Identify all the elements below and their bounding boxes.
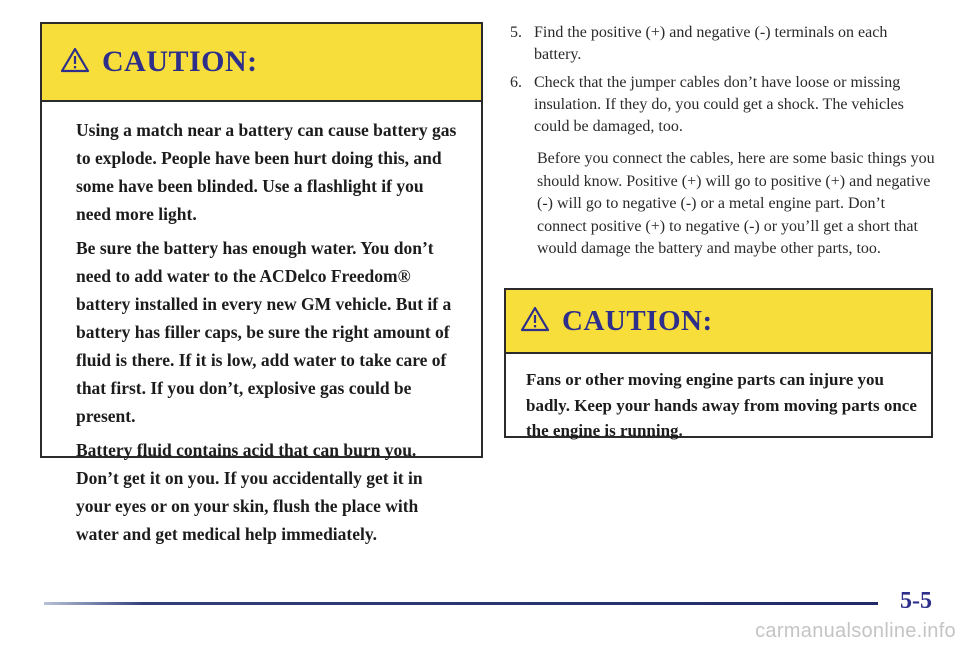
numbered-steps: [510, 22, 935, 144]
step-text: Find the positive (+) and negative (-) terminals on each battery.: [534, 24, 888, 63]
step-number: 5.: [510, 24, 522, 41]
caution-paragraph: Be sure the battery has enough water. You don’t need to add water to the ACDelco Freedom® battery installed in every new GM vehicle. But if a battery has filler caps, be sure the right amount of fluid is there. If it is low, add water to take care of that first. If you don’t, explosive gas could be present.: [76, 238, 452, 426]
body-paragraph: Before you connect the cables, here are some basic things you should know. Positive (+) will go to positive (+) and negative (-) will go to negative (-) or a metal engine part. Don’t connect positive (+) to negative (-) or you’ll get a short that would damage the battery and maybe other parts, too.: [537, 150, 935, 257]
caution-header: [506, 290, 931, 354]
caution-paragraph: Fans or other moving engine parts can injure you badly. Keep your hands away from moving parts once the engine is running.: [526, 370, 917, 440]
page-number: 5-5: [900, 588, 932, 614]
caution-title: CAUTION:: [102, 45, 258, 78]
caution-box-fans: [504, 288, 933, 438]
footer-rule: [44, 602, 878, 605]
caution-body: [506, 354, 931, 444]
caution-paragraph: Battery fluid contains acid that can burn you. Don’t get it on you. If you accidentally get it in your eyes or on your skin, flush the place with water and get medical help immediately.: [76, 440, 423, 544]
caution-body: [42, 102, 481, 548]
watermark: carmanualsonline.info: [755, 620, 956, 642]
step-item: [510, 72, 935, 138]
step-number: 6.: [510, 74, 522, 91]
step-text: Check that the jumper cables don’t have loose or missing insulation. If they do, you could get a shock. The vehicles could be damaged, too.: [534, 74, 904, 135]
warning-triangle-icon: [60, 47, 90, 78]
caution-box-battery: [40, 22, 483, 544]
step-item: [510, 22, 935, 66]
warning-triangle-icon: [520, 306, 550, 337]
caution-header: [42, 24, 481, 102]
caution-title: CAUTION:: [562, 304, 713, 337]
caution-paragraph: Using a match near a battery can cause battery gas to explode. People have been hurt doing this, and some have been blinded. Use a flashlight if you need more light.: [76, 120, 457, 224]
